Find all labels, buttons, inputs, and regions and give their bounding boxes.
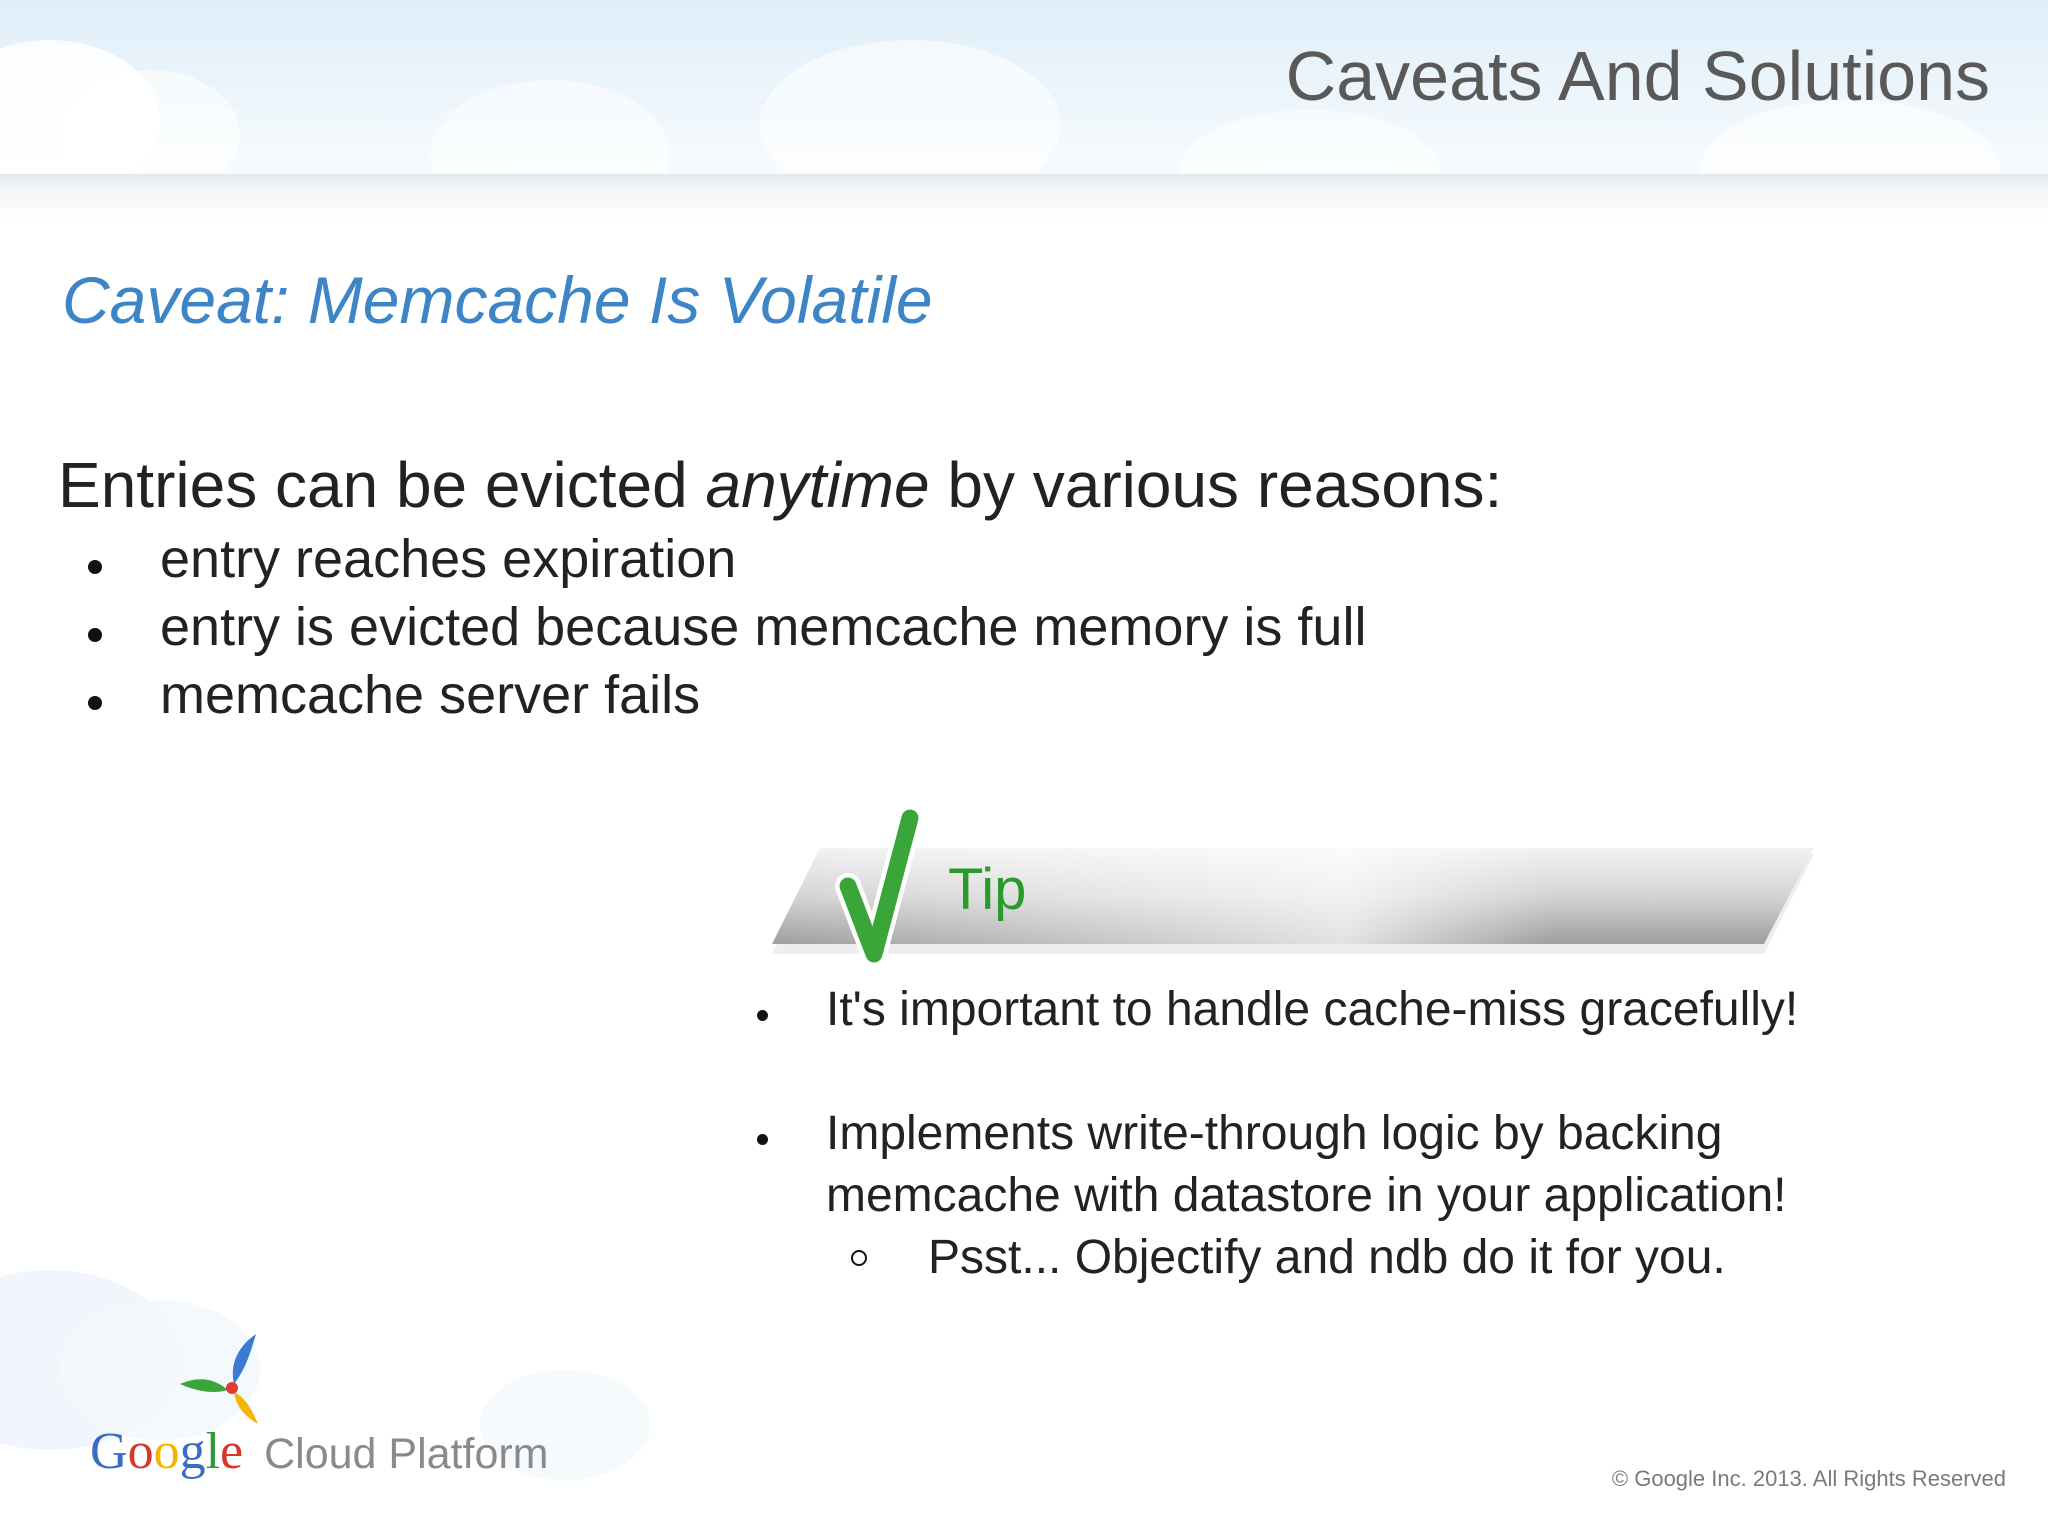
- bullet-icon: [757, 1134, 768, 1145]
- sub-bullet-icon: [851, 1250, 867, 1266]
- slide-title: Caveats And Solutions: [1285, 37, 1990, 115]
- logo-product-name: Cloud Platform: [264, 1430, 549, 1478]
- logo-google-wordmark: [90, 1423, 256, 1480]
- google-cloud-logo-icon: [170, 1326, 270, 1426]
- bullet-icon: [88, 696, 102, 710]
- tip-item-text: It's important to handle cache-miss gracefully!: [826, 983, 1799, 1036]
- lead-text-after: by various reasons:: [929, 449, 1503, 521]
- lead-sentence: [58, 448, 1502, 522]
- tip-banner: [760, 808, 1820, 968]
- cloud-decoration: [760, 40, 1060, 174]
- cloud-decoration: [430, 80, 670, 174]
- lead-emphasis: anytime: [705, 449, 930, 521]
- section-subtitle: Caveat: Memcache Is Volatile: [62, 263, 933, 337]
- bullet-icon: [88, 628, 102, 642]
- logo-google-text: Google: [90, 1423, 244, 1480]
- tip-subitem-text: Psst... Objectify and ndb do it for you.: [928, 1231, 1726, 1284]
- copyright-notice: © Google Inc. 2013. All Rights Reserved: [1611, 1466, 2006, 1491]
- cloud-decoration: [1180, 110, 1440, 174]
- bullet-icon: [757, 1010, 768, 1021]
- tip-item-text: memcache with datastore in your application!: [826, 1169, 1787, 1222]
- tip-item-text: Implements write-through logic by backing: [826, 1107, 1723, 1160]
- tip-label: Tip: [948, 857, 1027, 922]
- google-cloud-platform-logo: [90, 1422, 549, 1481]
- header-divider: [0, 174, 2048, 220]
- list-item-text: entry is evicted because memcache memory is full: [160, 597, 1367, 657]
- list-item-text: memcache server fails: [160, 665, 701, 725]
- bullet-icon: [88, 560, 102, 574]
- list-item-text: entry reaches expiration: [160, 529, 737, 589]
- lead-text-before: Entries can be evicted: [58, 449, 706, 521]
